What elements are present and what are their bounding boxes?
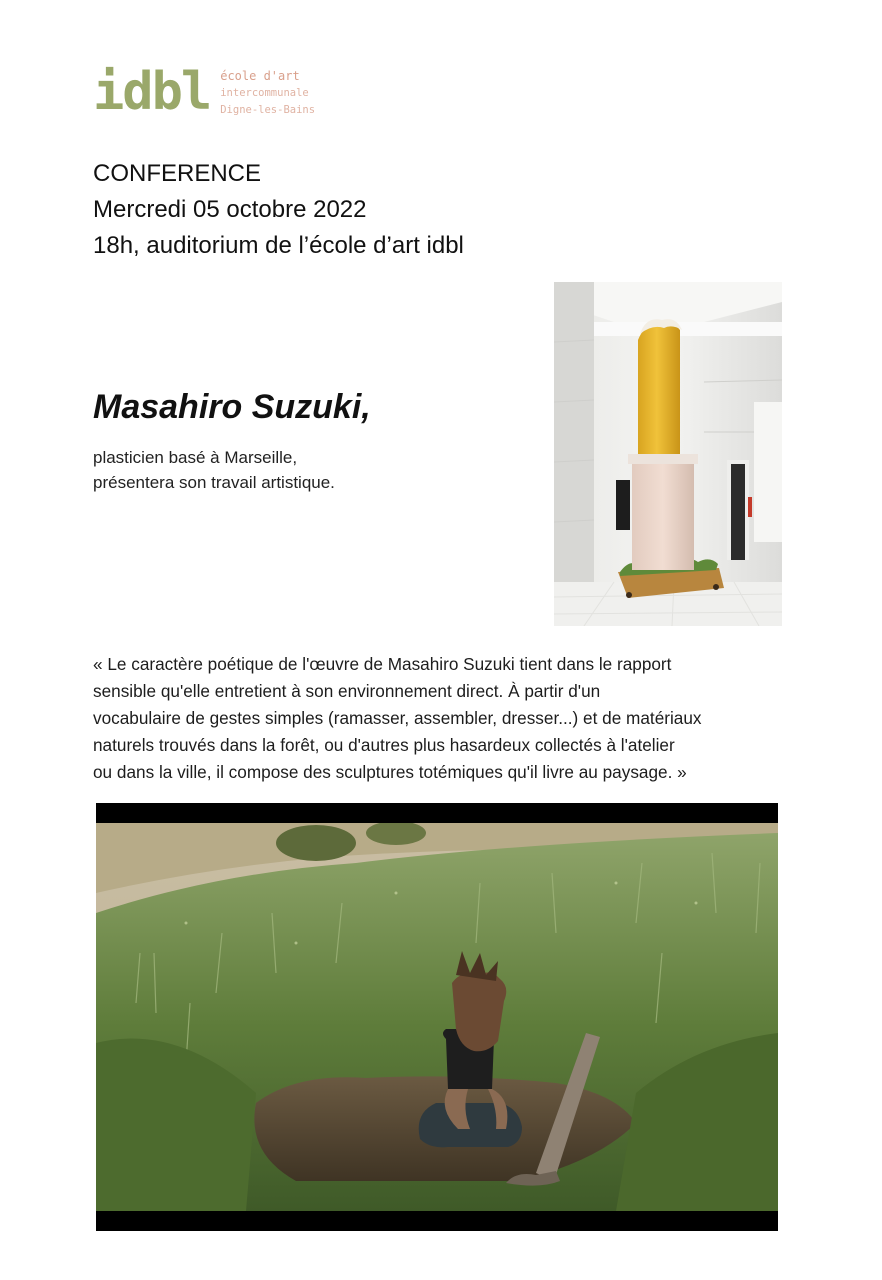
performance-photo [96,803,778,1231]
logo-line-1: école d'art [220,69,300,83]
quote-line: sensible qu'elle entretient à son environnement direct. À partir d'un [93,681,601,701]
quote-line: vocabulaire de gestes simples (ramasser, assembler, dresser...) et de matériaux [93,708,702,728]
artist-line-2: présentera son travail artistique. [93,473,335,492]
quote-line: ou dans la ville, il compose des sculptures totémiques qu'il livre au paysage. » [93,762,687,782]
performance-image [96,803,778,1231]
sculpture-photo [554,282,782,626]
artist-block [93,388,371,495]
quote-block [93,651,793,786]
logo-caption [220,68,315,119]
artist-name: Masahiro Suzuki, [93,388,371,426]
artist-line-1: plasticien basé à Marseille, [93,448,298,467]
quote-line: naturels trouvés dans la forêt, ou d'autres plus hasardeux collectés à l'atelier [93,735,675,755]
quote-line: « Le caractère poétique de l'œuvre de Masahiro Suzuki tient dans le rapport [93,654,672,674]
sculpture-image [554,282,782,626]
artist-description [93,445,371,495]
event-time-place: 18h, auditorium de l’école d’art idbl [93,232,464,259]
event-date: Mercredi 05 octobre 2022 [93,196,367,223]
event-header [93,156,464,264]
logo-mark: idbl [93,62,211,122]
idbl-logo [93,62,316,122]
event-type: CONFERENCE [93,160,262,187]
logo-line-3: Digne-les-Bains [220,104,316,116]
logo-line-2: intercommunale [220,87,309,99]
